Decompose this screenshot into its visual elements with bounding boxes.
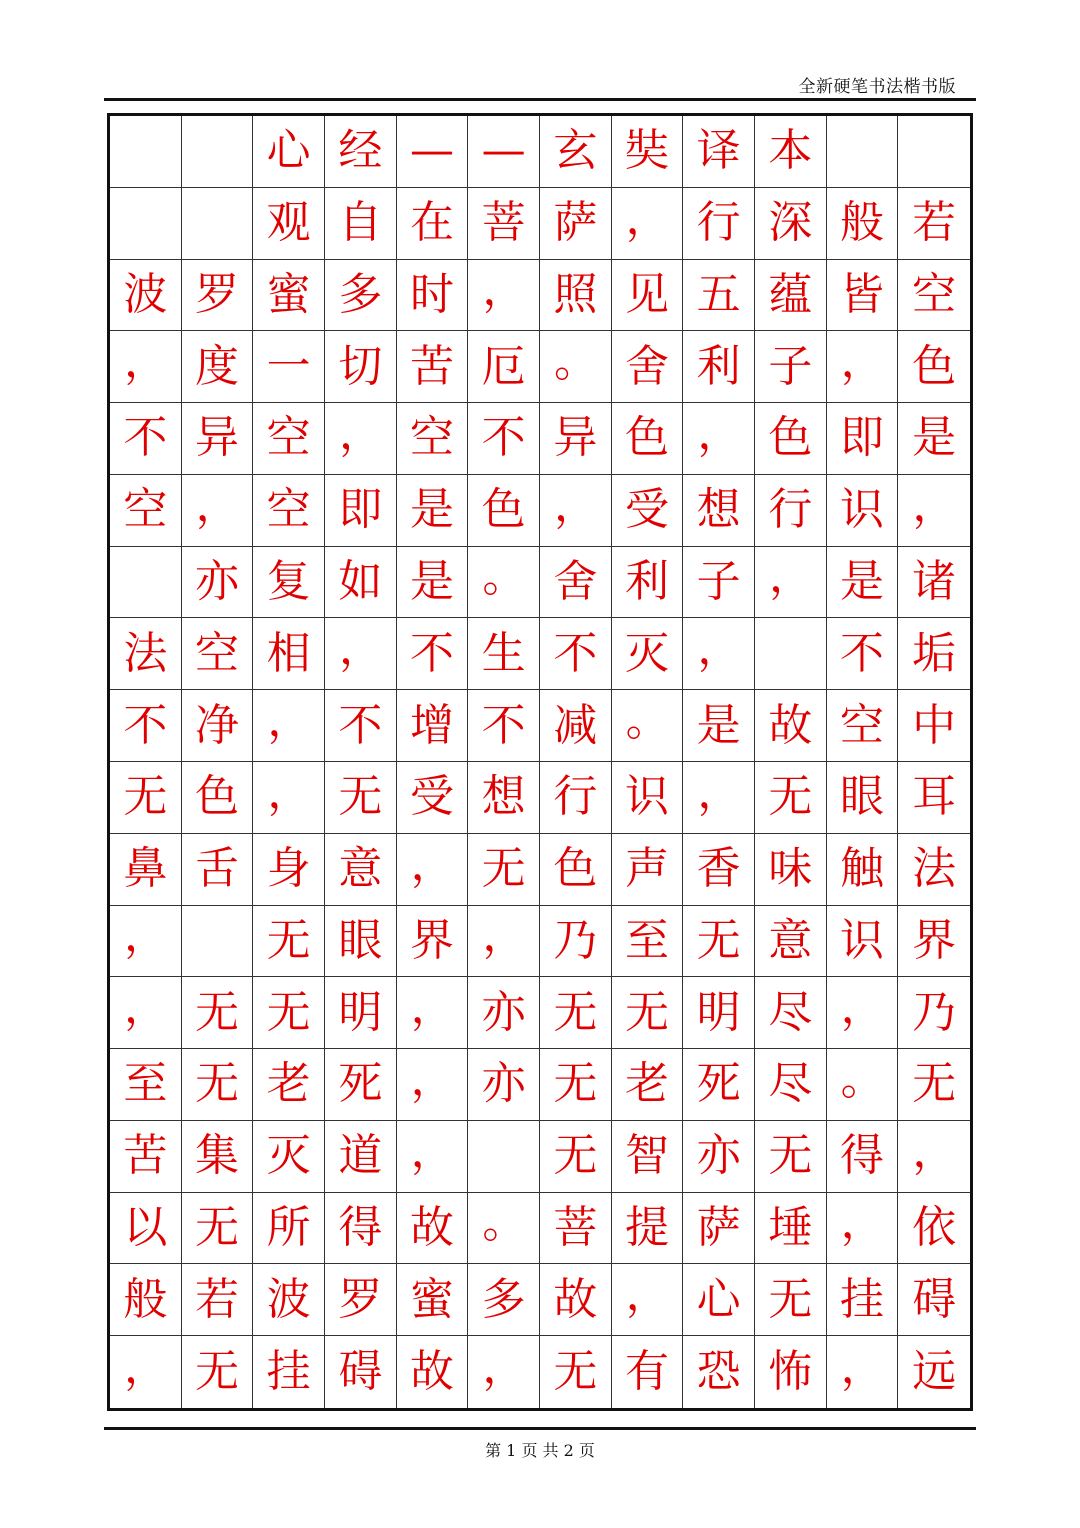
grid-cell: 般 — [110, 1264, 182, 1336]
grid-cell: 老 — [612, 1049, 684, 1121]
grid-cell: 中 — [898, 690, 970, 762]
grid-cell: 空 — [397, 403, 469, 475]
grid-cell: 玄 — [540, 116, 612, 188]
grid-cell: ， — [755, 547, 827, 619]
grid-cell: 罗 — [182, 260, 254, 332]
grid-cell: 舍 — [612, 331, 684, 403]
grid-cell: 死 — [683, 1049, 755, 1121]
grid-cell: 想 — [468, 762, 540, 834]
grid-cell: 无 — [683, 906, 755, 978]
grid-cell — [468, 1121, 540, 1193]
grid-cell: 若 — [182, 1264, 254, 1336]
grid-cell: 无 — [612, 977, 684, 1049]
grid-cell: 。 — [827, 1049, 899, 1121]
grid-cell: 译 — [683, 116, 755, 188]
grid-cell: 依 — [898, 1193, 970, 1265]
grid-cell: — — [468, 116, 540, 188]
grid-cell: 挂 — [827, 1264, 899, 1336]
grid-cell: 身 — [253, 834, 325, 906]
grid-cell: 心 — [683, 1264, 755, 1336]
grid-cell: 是 — [397, 547, 469, 619]
grid-cell: 空 — [253, 475, 325, 547]
grid-cell: 空 — [110, 475, 182, 547]
grid-cell: 即 — [325, 475, 397, 547]
grid-cell: 有 — [612, 1336, 684, 1408]
grid-cell: ， — [827, 977, 899, 1049]
grid-cell: 自 — [325, 188, 397, 260]
grid-cell: 无 — [325, 762, 397, 834]
footer-divider — [104, 1427, 976, 1430]
grid-cell: 般 — [827, 188, 899, 260]
grid-cell: 鼻 — [110, 834, 182, 906]
grid-cell: 灭 — [253, 1121, 325, 1193]
grid-cell: 是 — [397, 475, 469, 547]
grid-cell: ， — [110, 977, 182, 1049]
grid-cell: 不 — [397, 618, 469, 690]
grid-cell: 至 — [110, 1049, 182, 1121]
grid-cell: 苦 — [397, 331, 469, 403]
grid-cell: 时 — [397, 260, 469, 332]
grid-cell: 波 — [110, 260, 182, 332]
grid-cell: ， — [110, 1336, 182, 1408]
grid-cell — [755, 618, 827, 690]
grid-cell: 乃 — [898, 977, 970, 1049]
grid-cell: 舌 — [182, 834, 254, 906]
grid-cell — [110, 116, 182, 188]
grid-cell: 是 — [683, 690, 755, 762]
grid-cell: 不 — [468, 690, 540, 762]
grid-cell: 得 — [827, 1121, 899, 1193]
grid-cell: 是 — [827, 547, 899, 619]
grid-cell: ， — [397, 977, 469, 1049]
grid-cell: 无 — [540, 1336, 612, 1408]
grid-cell: 以 — [110, 1193, 182, 1265]
grid-cell: 色 — [898, 331, 970, 403]
grid-cell: 色 — [540, 834, 612, 906]
grid-cell: 菩 — [468, 188, 540, 260]
grid-cell: 无 — [540, 1121, 612, 1193]
grid-cell: 空 — [182, 618, 254, 690]
grid-cell: 行 — [540, 762, 612, 834]
grid-cell: ， — [397, 1049, 469, 1121]
header-divider — [104, 98, 976, 101]
grid-cell: 子 — [755, 331, 827, 403]
grid-cell: 香 — [683, 834, 755, 906]
grid-cell: 利 — [683, 331, 755, 403]
grid-cell: 照 — [540, 260, 612, 332]
grid-cell: ， — [468, 260, 540, 332]
grid-cell: ， — [110, 906, 182, 978]
grid-cell: 亦 — [468, 977, 540, 1049]
grid-cell: 不 — [468, 403, 540, 475]
grid-cell: 。 — [468, 547, 540, 619]
grid-cell: 心 — [253, 116, 325, 188]
grid-cell: 垢 — [898, 618, 970, 690]
grid-cell: 异 — [540, 403, 612, 475]
grid-cell: 。 — [540, 331, 612, 403]
grid-cell: 无 — [182, 977, 254, 1049]
grid-cell: 厄 — [468, 331, 540, 403]
grid-cell: ， — [468, 1336, 540, 1408]
grid-cell: 切 — [325, 331, 397, 403]
grid-cell: 异 — [182, 403, 254, 475]
grid-cell: ， — [397, 1121, 469, 1193]
grid-cell: 观 — [253, 188, 325, 260]
grid-cell: 诸 — [898, 547, 970, 619]
grid-cell: ， — [827, 331, 899, 403]
grid-cell: 亦 — [683, 1121, 755, 1193]
grid-cell: 空 — [827, 690, 899, 762]
grid-cell: 挂 — [253, 1336, 325, 1408]
grid-cell: 得 — [325, 1193, 397, 1265]
grid-cell: 蕴 — [755, 260, 827, 332]
grid-cell — [182, 116, 254, 188]
grid-cell: 耳 — [898, 762, 970, 834]
grid-cell: 故 — [397, 1193, 469, 1265]
grid-cell: 无 — [755, 762, 827, 834]
grid-cell: 道 — [325, 1121, 397, 1193]
grid-cell: 。 — [612, 690, 684, 762]
grid-cell: 即 — [827, 403, 899, 475]
grid-cell: ， — [683, 762, 755, 834]
grid-cell: ， — [182, 475, 254, 547]
grid-cell: 故 — [540, 1264, 612, 1336]
grid-cell: 若 — [898, 188, 970, 260]
grid-cell: 苦 — [110, 1121, 182, 1193]
grid-cell: 是 — [898, 403, 970, 475]
grid-cell: 意 — [325, 834, 397, 906]
grid-cell: 色 — [468, 475, 540, 547]
grid-cell: 埵 — [755, 1193, 827, 1265]
grid-cell: 受 — [612, 475, 684, 547]
grid-cell: 萨 — [540, 188, 612, 260]
grid-cell: 远 — [912, 1346, 957, 1398]
grid-cell: 行 — [683, 188, 755, 260]
grid-cell: 识 — [612, 762, 684, 834]
grid-cell: 声 — [612, 834, 684, 906]
calligraphy-grid — [110, 116, 970, 1408]
grid-cell: 尽 — [755, 977, 827, 1049]
grid-cell: 无 — [898, 1049, 970, 1121]
grid-cell: 皆 — [827, 260, 899, 332]
grid-cell — [182, 906, 254, 978]
grid-cell: ， — [397, 834, 469, 906]
grid-cell: 生 — [468, 618, 540, 690]
grid-cell: 意 — [755, 906, 827, 978]
grid-cell: 怖 — [755, 1336, 827, 1408]
grid-cell: ， — [683, 618, 755, 690]
grid-cell: 奘 — [612, 116, 684, 188]
grid-cell: 复 — [253, 547, 325, 619]
grid-cell: 明 — [325, 977, 397, 1049]
grid-cell: 利 — [612, 547, 684, 619]
grid-cell: 无 — [182, 1193, 254, 1265]
grid-cell: 识 — [827, 906, 899, 978]
grid-cell: 不 — [110, 403, 182, 475]
grid-cell: 受 — [397, 762, 469, 834]
grid-cell: ， — [253, 690, 325, 762]
grid-cell: 亦 — [182, 547, 254, 619]
grid-cell: 减 — [540, 690, 612, 762]
grid-cell: 不 — [540, 618, 612, 690]
grid-cell: ， — [612, 1264, 684, 1336]
grid-cell: 老 — [253, 1049, 325, 1121]
grid-cell: 无 — [540, 1049, 612, 1121]
grid-cell: 灭 — [612, 618, 684, 690]
grid-cell: 净 — [182, 690, 254, 762]
grid-cell: 蜜 — [397, 1264, 469, 1336]
grid-cell: 无 — [253, 906, 325, 978]
grid-cell — [110, 188, 182, 260]
grid-cell: 深 — [755, 188, 827, 260]
grid-cell: 空 — [253, 403, 325, 475]
grid-cell: ， — [898, 475, 970, 547]
grid-cell: ， — [898, 1121, 970, 1193]
grid-cell: 色 — [182, 762, 254, 834]
grid-cell: 相 — [253, 618, 325, 690]
grid-cell: ， — [540, 475, 612, 547]
grid-cell: 至 — [612, 906, 684, 978]
grid-cell: 在 — [397, 188, 469, 260]
grid-cell: 亦 — [468, 1049, 540, 1121]
grid-cell: 无 — [110, 762, 182, 834]
grid-cell: ， — [253, 762, 325, 834]
grid-cell: 不 — [827, 618, 899, 690]
grid-cell: 。 — [468, 1193, 540, 1265]
grid-cell: 眼 — [827, 762, 899, 834]
grid-cell: 多 — [468, 1264, 540, 1336]
grid-cell: 五 — [683, 260, 755, 332]
grid-cell: 经 — [325, 116, 397, 188]
page-number: 第 1 页 共 2 页 — [485, 1441, 595, 1460]
grid-cell: 如 — [325, 547, 397, 619]
grid-cell: 碍 — [325, 1336, 397, 1408]
grid-cell: 智 — [612, 1121, 684, 1193]
grid-cell: 度 — [182, 331, 254, 403]
grid-cell: ， — [683, 403, 755, 475]
grid-cell: ， — [468, 906, 540, 978]
grid-cell: ， — [827, 1336, 899, 1408]
grid-cell: 触 — [827, 834, 899, 906]
grid-cell: 集 — [182, 1121, 254, 1193]
grid-cell — [827, 116, 899, 188]
grid-cell: 故 — [755, 690, 827, 762]
grid-cell: 无 — [468, 834, 540, 906]
grid-cell: 波 — [253, 1264, 325, 1336]
grid-cell: 萨 — [683, 1193, 755, 1265]
grid-cell: ， — [325, 403, 397, 475]
grid-cell: 恐 — [683, 1336, 755, 1408]
header-title: 全新硬笔书法楷书版 — [798, 77, 956, 97]
grid-cell: 所 — [253, 1193, 325, 1265]
grid-cell: 无 — [182, 1336, 254, 1408]
grid-cell: 菩 — [540, 1193, 612, 1265]
grid-cell: 无 — [253, 977, 325, 1049]
grid-cell: 乃 — [540, 906, 612, 978]
grid-cell: ， — [612, 188, 684, 260]
grid-cell — [182, 188, 254, 260]
grid-cell: 无 — [755, 1264, 827, 1336]
grid-cell: 行 — [755, 475, 827, 547]
grid-cell: 无 — [755, 1121, 827, 1193]
grid-cell: 色 — [612, 403, 684, 475]
grid-cell: 明 — [683, 977, 755, 1049]
grid-cell: 无 — [182, 1049, 254, 1121]
grid-cell: 空 — [898, 260, 970, 332]
grid-cell: 多 — [325, 260, 397, 332]
grid-cell: 想 — [683, 475, 755, 547]
grid-cell: 眼 — [325, 906, 397, 978]
grid-cell: 故 — [397, 1336, 469, 1408]
grid-cell: 蜜 — [253, 260, 325, 332]
grid-cell: 子 — [683, 547, 755, 619]
grid-cell: 界 — [397, 906, 469, 978]
grid-cell: ， — [325, 618, 397, 690]
grid-cell: 死 — [325, 1049, 397, 1121]
grid-cell: 尽 — [755, 1049, 827, 1121]
grid-cell: 舍 — [540, 547, 612, 619]
grid-cell: ， — [827, 1193, 899, 1265]
grid-cell: 味 — [755, 834, 827, 906]
grid-cell: 不 — [325, 690, 397, 762]
grid-cell: 增 — [397, 690, 469, 762]
grid-cell: 识 — [827, 475, 899, 547]
grid-cell: — — [397, 116, 469, 188]
grid-cell: ， — [110, 331, 182, 403]
grid-cell: 提 — [612, 1193, 684, 1265]
grid-cell: 本 — [755, 116, 827, 188]
grid-cell — [110, 547, 182, 619]
grid-cell: 无 — [540, 977, 612, 1049]
grid-cell: 见 — [612, 260, 684, 332]
grid-cell: 罗 — [325, 1264, 397, 1336]
grid-cell: 色 — [755, 403, 827, 475]
grid-cell: 法 — [110, 618, 182, 690]
grid-cell: 界 — [898, 906, 970, 978]
grid-cell: 一 — [253, 331, 325, 403]
grid-cell: 不 — [110, 690, 182, 762]
grid-cell — [898, 116, 970, 188]
grid-cell: 碍 — [898, 1264, 970, 1336]
grid-cell: 法 — [898, 834, 970, 906]
